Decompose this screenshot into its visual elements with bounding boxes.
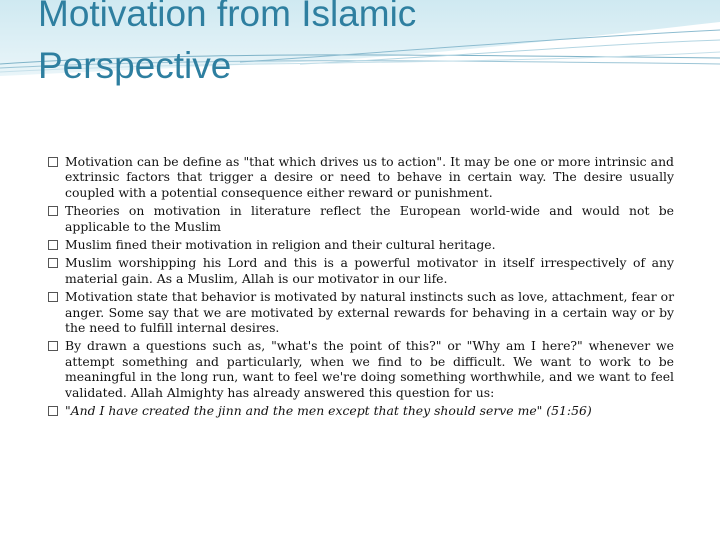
square-bullet-icon xyxy=(48,258,58,268)
quote-text: "And I have created the jinn and the men except that they should serve me" (51:56) xyxy=(65,403,592,419)
title-line-2: Perspective xyxy=(38,45,232,86)
bullet-item xyxy=(46,154,674,200)
title-line-1: Motivation from Islamic xyxy=(38,0,417,34)
bullet-text: Muslim fined their motivation in religion and their cultural heritage. xyxy=(65,237,496,253)
bullet-text: Motivation state that behavior is motivated by natural instincts such as love, attachment, fear or anger. Some say that we are motivated by external rewards for behaving in a certain way or by the need to fulfill internal desires. xyxy=(65,289,674,336)
bullet-item xyxy=(46,338,674,400)
slide-title xyxy=(38,0,416,92)
bullet-item xyxy=(46,203,674,234)
bullet-item xyxy=(46,237,674,252)
bullet-text: Muslim worshipping his Lord and this is a powerful motivator in itself irrespectively of any material gain. As a Muslim, Allah is our motivator in our life. xyxy=(65,255,674,286)
bullet-item-quote xyxy=(46,403,674,418)
square-bullet-icon xyxy=(48,406,58,416)
bullet-item xyxy=(46,289,674,335)
square-bullet-icon xyxy=(48,292,58,302)
bullet-text: By drawn a questions such as, "what's the point of this?" or "Why am I here?" whenever we attempt something and particularly, when we find to be difficult. We want to work to be meaningful in the long run, want to feel we're doing something worthwhile, and we want to feel validated. Allah Almighty has already answered this question for us: xyxy=(65,338,674,400)
square-bullet-icon xyxy=(48,206,58,216)
bullet-list xyxy=(46,154,674,422)
square-bullet-icon xyxy=(48,341,58,351)
bullet-text: Motivation can be define as "that which drives us to action". It may be one or more intrinsic and extrinsic factors that trigger a desire or need to behave in certain way. The desire usually coupled with a potential consequence either reward or punishment. xyxy=(65,154,674,200)
bullet-text: Theories on motivation in literature reflect the European world-wide and would not be applicable to the Muslim xyxy=(65,203,674,234)
square-bullet-icon xyxy=(48,157,58,167)
square-bullet-icon xyxy=(48,240,58,250)
bullet-item xyxy=(46,255,674,286)
